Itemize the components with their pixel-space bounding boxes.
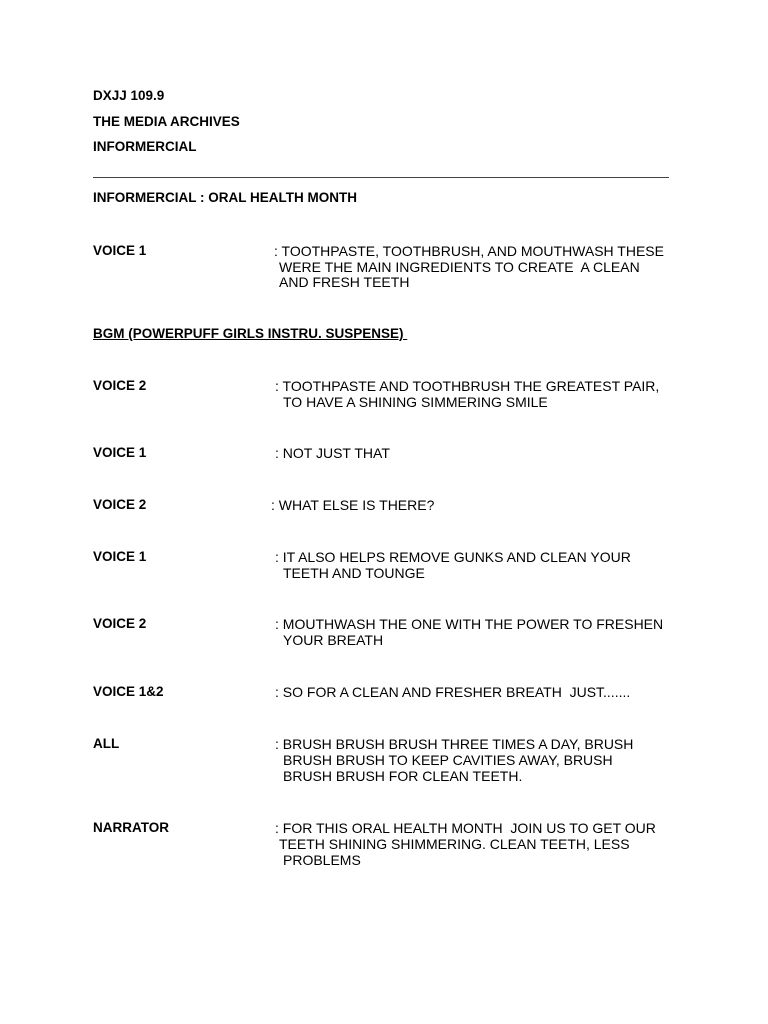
dialogue-line: : NOT JUST THAT bbox=[275, 445, 390, 461]
document-type: INFORMERCIAL bbox=[93, 139, 197, 154]
dialogue-line: BRUSH BRUSH FOR CLEAN TEETH. bbox=[283, 768, 523, 784]
bgm-cue: BGM (POWERPUFF GIRLS INSTRU. SUSPENSE) bbox=[93, 326, 408, 341]
dialogue-line: WERE THE MAIN INGREDIENTS TO CREATE A CLEAN bbox=[279, 259, 640, 275]
dialogue-line: BRUSH BRUSH TO KEEP CAVITIES AWAY, BRUSH bbox=[283, 752, 613, 768]
dialogue-line: : FOR THIS ORAL HEALTH MONTH JOIN US TO GET OUR bbox=[275, 820, 656, 836]
dialogue-line: : IT ALSO HELPS REMOVE GUNKS AND CLEAN YOUR bbox=[275, 549, 631, 565]
speaker-label: ALL bbox=[93, 736, 120, 751]
dialogue-line: PROBLEMS bbox=[283, 852, 361, 868]
speaker-label: VOICE 1 bbox=[93, 243, 147, 258]
speaker-label: VOICE 1&2 bbox=[93, 684, 164, 699]
speaker-label: VOICE 1 bbox=[93, 549, 147, 564]
script-title: INFORMERCIAL : ORAL HEALTH MONTH bbox=[93, 190, 357, 205]
dialogue-line: YOUR BREATH bbox=[283, 632, 384, 648]
speaker-label: NARRATOR bbox=[93, 820, 169, 835]
station-id: DXJJ 109.9 bbox=[93, 88, 165, 103]
dialogue-line: TEETH SHINING SHIMMERING. CLEAN TEETH, LESS bbox=[279, 836, 630, 852]
dialogue-line: : TOOTHPASTE, TOOTHBRUSH, AND MOUTHWASH THESE bbox=[274, 243, 664, 259]
horizontal-divider bbox=[93, 177, 669, 178]
dialogue-line: TO HAVE A SHINING SIMMERING SMILE bbox=[283, 394, 548, 410]
dialogue-line: : TOOTHPASTE AND TOOTHBRUSH THE GREATEST PAIR, bbox=[275, 378, 660, 394]
dialogue-line: : MOUTHWASH THE ONE WITH THE POWER TO FRESHEN bbox=[275, 616, 664, 632]
speaker-label: VOICE 1 bbox=[93, 445, 147, 460]
dialogue-line: TEETH AND TOUNGE bbox=[283, 565, 425, 581]
organization-name: THE MEDIA ARCHIVES bbox=[93, 114, 240, 129]
speaker-label: VOICE 2 bbox=[93, 497, 147, 512]
dialogue-line: : SO FOR A CLEAN AND FRESHER BREATH JUST....... bbox=[275, 684, 631, 700]
dialogue-line: : WHAT ELSE IS THERE? bbox=[271, 497, 435, 513]
speaker-label: VOICE 2 bbox=[93, 616, 147, 631]
speaker-label: VOICE 2 bbox=[93, 378, 147, 393]
dialogue-line: : BRUSH BRUSH BRUSH THREE TIMES A DAY, BRUSH bbox=[275, 736, 634, 752]
dialogue-line: AND FRESH TEETH bbox=[279, 274, 410, 290]
